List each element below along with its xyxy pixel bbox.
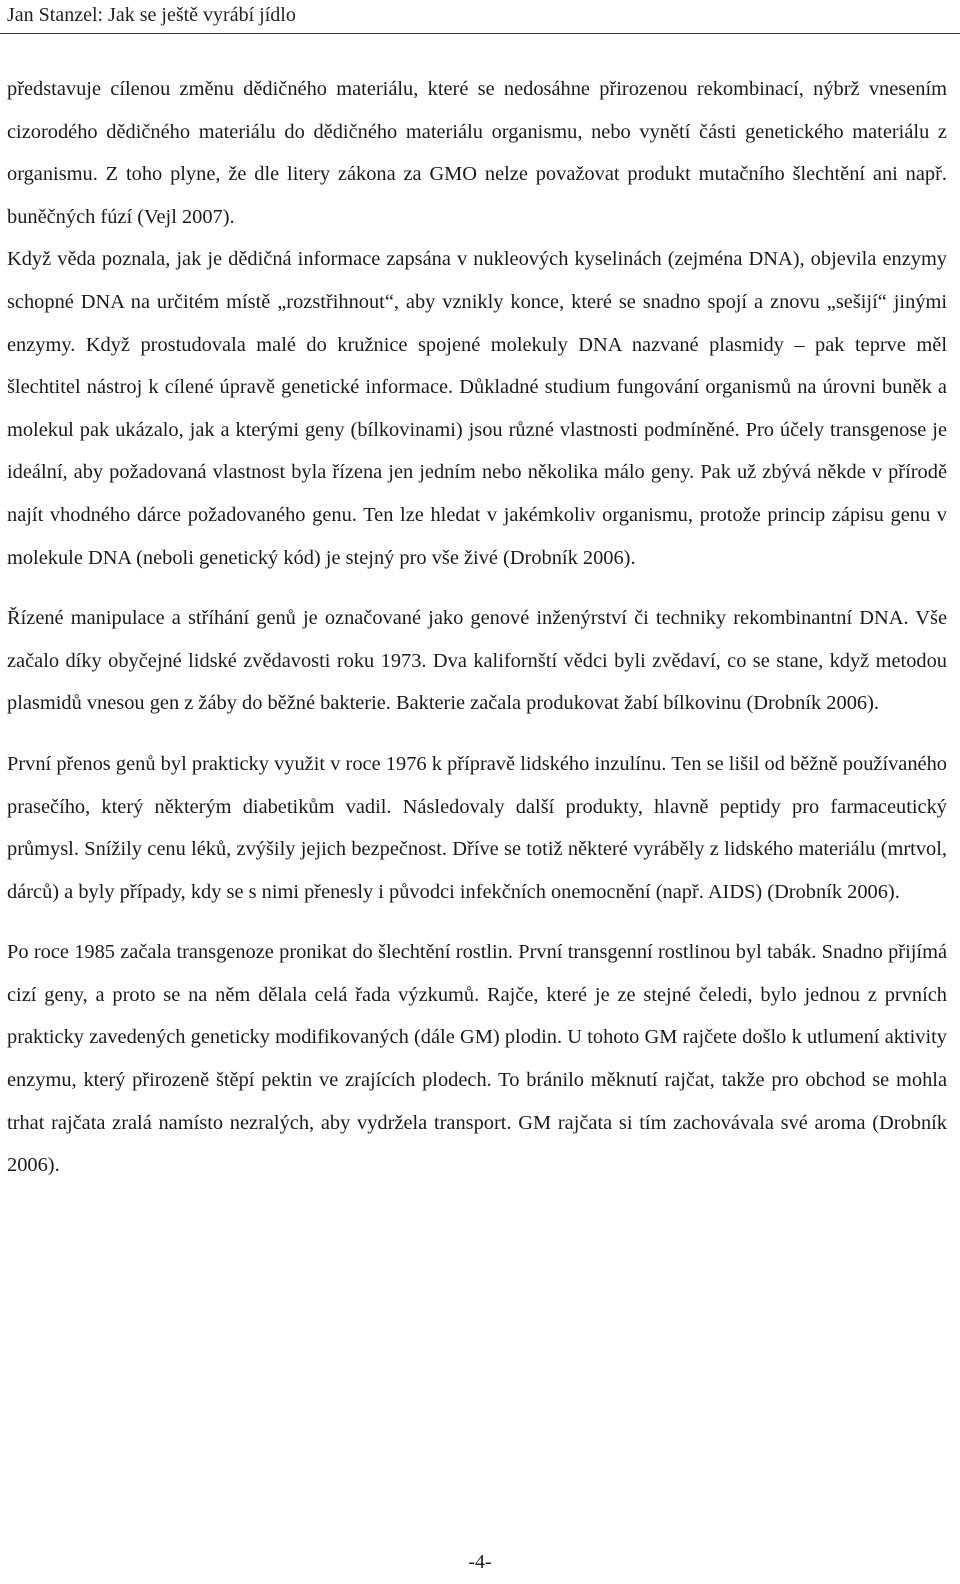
- paragraph-continued: představuje cílenou změnu dědičného materiálu, které se nedosáhne přirozenou rekombinací, nýbrž vnesením cizorodého dědičného materiálu do dědičného materiálu organismu, nebo vynětí části genetického materiálu z organismu. Z toho plyne, že dle litery zákona za GMO nelze považovat produkt mutačního šlechtění ani např. buněčných fúzí (Vejl 2007).: [7, 78, 947, 228]
- paragraph: Po roce 1985 začala transgenoze pronikat do šlechtění rostlin. První transgenní rostlinou byl tabák. Snadno přijímá cizí geny, a proto se na něm dělala celá řada výzkumů. Rajče, které je ze stejné čeledi, bylo jednou z prvních prakticky zavedených geneticky modifikovaných (dále GM) plodin. U tohoto GM rajčete došlo k utlumení aktivity enzymu, který přirozeně štěpí pektin ve zrajících plodech. To bránilo měknutí rajčat, takže pro obchod se mohla trhat rajčata zralá namísto nezralých, aby vydržela transport. GM rajčata si tím zachovávala své aroma (Drobník 2006).: [7, 941, 947, 1177]
- paragraph: Když věda poznala, jak je dědičná informace zapsána v nukleových kyselinách (zejména DNA), objevila enzymy schopné DNA na určitém místě „rozstřihnout“, aby vznikly konce, které se snadno spojí a znovu „sešijí“ jinými enzymy. Když prostudovala malé do kružnice spojené molekuly DNA nazvané plasmidy – pak teprve měl šlechtitel nástroj k cílené úpravě genetické informace. Důkladné studium fungování organismů na úrovni buněk a molekul pak ukázalo, jak a kterými geny (bílkovinami) jsou různé vlastnosti podmíněné. Pro účely transgenose je ideální, aby požadovaná vlastnost byla řízena jen jedním nebo několika málo geny. Pak už zbývá někde v přírodě najít vhodného dárce požadovaného genu. Ten lze hledat v jakémkoliv organismu, protože princip zápisu genu v molekule DNA (neboli genetický kód) je stejný pro vše živé (Drobník 2006).: [7, 248, 947, 569]
- body-text: [7, 68, 947, 1205]
- paragraph: Řízené manipulace a stříhání genů je označované jako genové inženýrství či techniky rekombinantní DNA. Vše začalo díky obyčejné lidské zvědavosti roku 1973. Dva kalifornští vědci byli zvědaví, co se stane, když metodou plasmidů vnesou gen z žáby do běžné bakterie. Bakterie začala produkovat žabí bílkovinu (Drobník 2006).: [7, 607, 947, 715]
- running-header: Jan Stanzel: Jak se ještě vyrábí jídlo: [7, 4, 296, 26]
- header-divider: [0, 33, 960, 34]
- page-number: -4-: [468, 1551, 492, 1573]
- paragraph: První přenos genů byl prakticky využit v roce 1976 k přípravě lidského inzulínu. Ten se lišil od běžně používaného prasečího, který některým diabetikům vadil. Následovaly další produkty, hlavně peptidy pro farmaceutický průmysl. Snížily cenu léků, zvýšily jejich bezpečnost. Dříve se totiž některé vyráběly z lidského materiálu (mrtvol, dárců) a byly případy, kdy se s nimi přenesly i původci infekčních onemocnění (např. AIDS) (Drobník 2006).: [7, 752, 947, 903]
